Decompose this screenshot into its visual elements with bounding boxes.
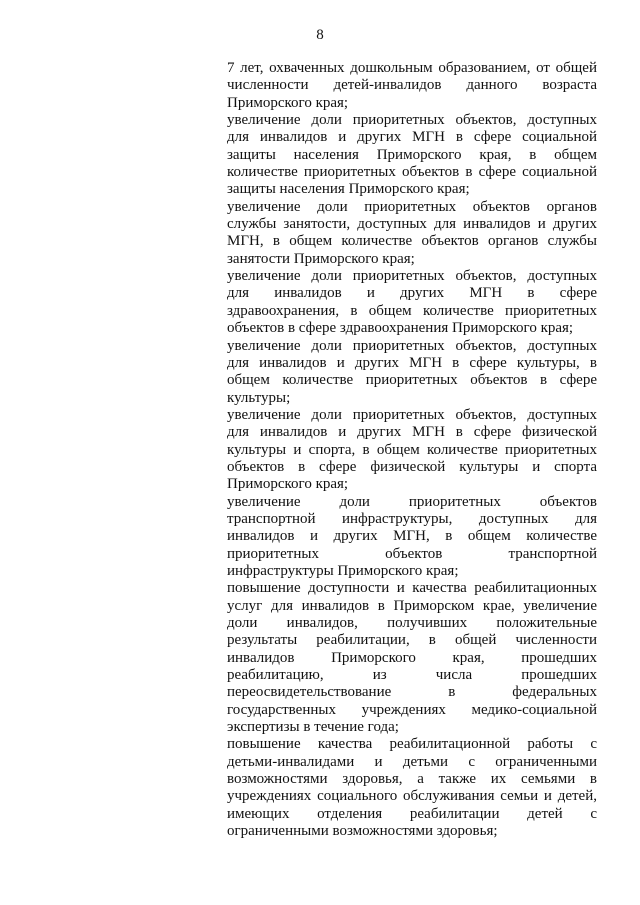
text-line: инвалидов и других МГН, в общем количестве — [227, 528, 597, 545]
text-line: для инвалидов и других МГН в сфере культуры, в — [227, 354, 597, 371]
text-line: увеличение доли приоритетных объектов, доступных — [227, 112, 597, 129]
text-line: для инвалидов и других МГН в сфере социальной — [227, 129, 597, 146]
text-line: повышение доступности и качества реабилитационных — [227, 580, 597, 597]
text-line: инвалидов Приморского края, прошедших — [227, 649, 597, 666]
text-line: для инвалидов и других МГН в сфере физической — [227, 424, 597, 441]
paragraph — [227, 60, 597, 112]
paragraph — [227, 112, 597, 199]
text-line: Приморского края; — [227, 476, 349, 493]
text-line: учреждениях социального обслуживания семьи и детей, — [227, 788, 597, 805]
text-line: увеличение доли приоритетных объектов, доступных — [227, 337, 597, 354]
text-line: увеличение доли приоритетных объектов, доступных — [227, 268, 597, 285]
text-line: повышение качества реабилитационной работы с — [227, 736, 597, 753]
text-line: здравоохранения, в общем количестве приоритетных — [227, 302, 597, 319]
document-body — [227, 60, 597, 840]
text-line: объектов в сфере физической культуры и спорта — [227, 458, 597, 475]
text-line: увеличение доли приоритетных объектов, доступных — [227, 406, 597, 423]
text-line: увеличение доли приоритетных объектов — [227, 493, 597, 510]
text-line: реабилитацию, из числа прошедших — [227, 667, 597, 684]
text-line: культуры; — [227, 389, 291, 406]
paragraph — [227, 199, 597, 268]
paragraph — [227, 736, 597, 840]
text-line: приоритетных объектов транспортной — [227, 545, 597, 562]
paragraph — [227, 494, 597, 581]
text-line: государственных учреждениях медико-социальной — [227, 701, 597, 718]
text-line: экспертизы в течение года; — [227, 719, 399, 736]
text-line: защиты населения Приморского края; — [227, 181, 470, 198]
text-line: результаты реабилитации, в общей численности — [227, 632, 597, 649]
text-line: транспортной инфраструктуры, доступных для — [227, 510, 597, 527]
text-line: услуг для инвалидов в Приморском крае, увеличение — [227, 597, 597, 614]
text-line: ограниченными возможностями здоровья; — [227, 823, 498, 840]
text-line: культуры и спорта, в общем количестве приоритетных — [227, 441, 597, 458]
text-line: детьми-инвалидами и детьми с ограниченными — [227, 753, 597, 770]
paragraph — [227, 268, 597, 337]
text-line: 7 лет, охваченных дошкольным образованием, от общей — [227, 60, 597, 76]
text-line: инфраструктуры Приморского края; — [227, 562, 459, 579]
page-number: 8 — [316, 27, 324, 43]
text-line: численности детей-инвалидов данного возраста — [227, 77, 597, 94]
text-line: защиты населения Приморского края, в общем — [227, 146, 597, 163]
text-line: объектов в сфере здравоохранения Приморского края; — [227, 320, 574, 337]
text-line: занятости Приморского края; — [227, 250, 415, 267]
text-line: увеличение доли приоритетных объектов органов — [227, 198, 597, 215]
text-line: общем количестве приоритетных объектов в сфере — [227, 372, 597, 389]
paragraph — [227, 580, 597, 736]
text-line: Приморского края; — [227, 94, 349, 111]
text-line: количестве приоритетных объектов в сфере социальной — [227, 164, 597, 181]
paragraph — [227, 407, 597, 494]
text-line: МГН, в общем количестве объектов органов службы — [227, 233, 597, 250]
text-line: возможностями здоровья, а также их семьями в — [227, 771, 597, 788]
paragraph — [227, 338, 597, 407]
text-line: для инвалидов и других МГН в сфере — [227, 285, 597, 302]
text-line: переосвидетельствование в федеральных — [227, 684, 597, 701]
text-line: службы занятости, доступных для инвалидов и других — [227, 216, 597, 233]
text-line: доли инвалидов, получивших положительные — [227, 615, 597, 631]
text-line: имеющих отделения реабилитации детей с — [227, 805, 597, 822]
